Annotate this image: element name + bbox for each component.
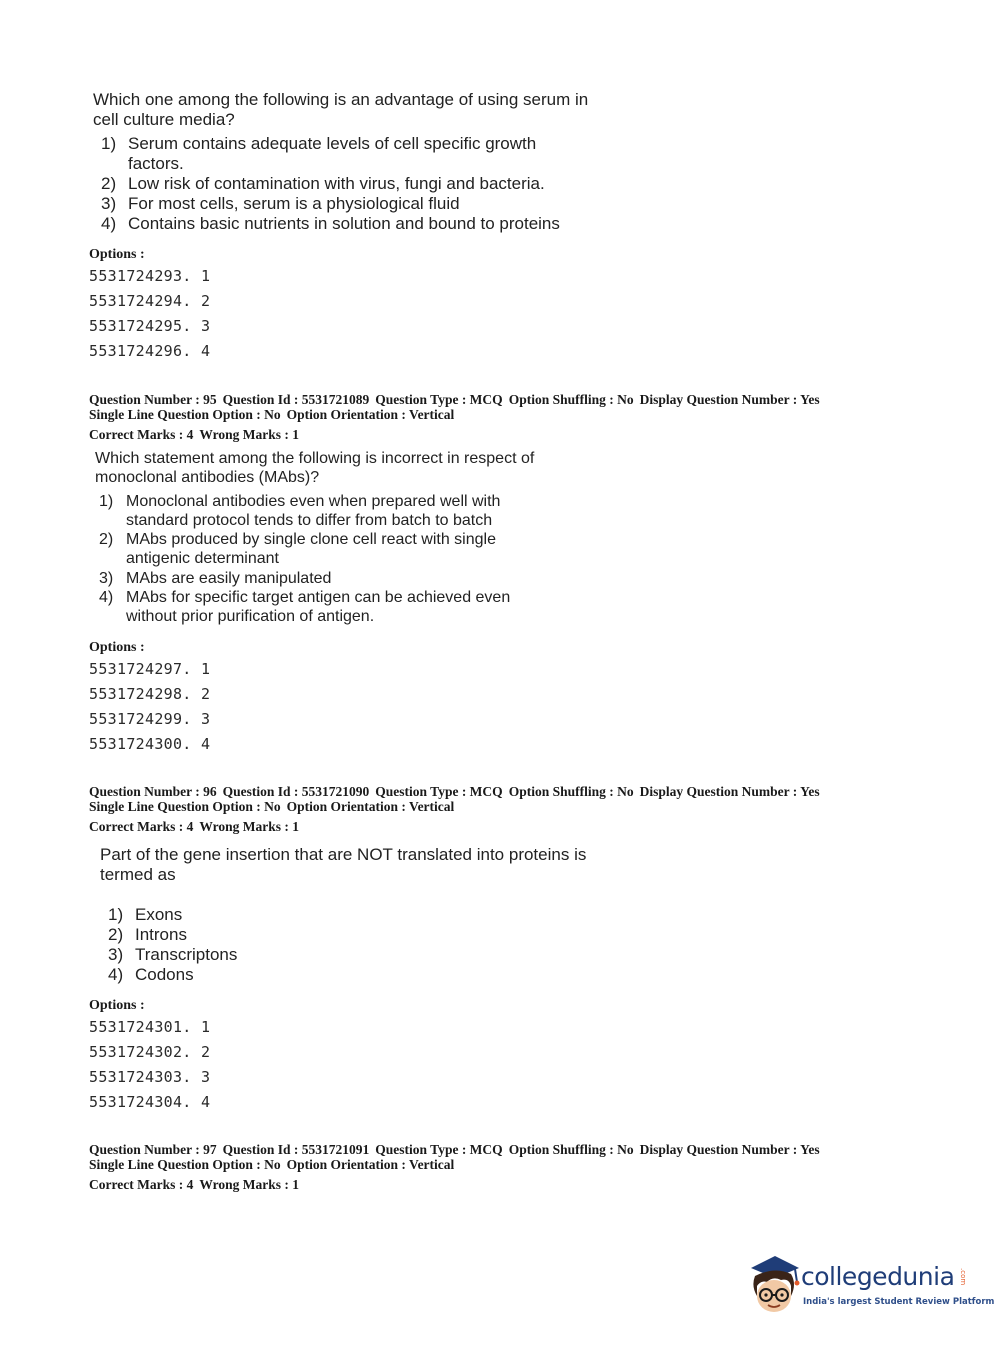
logo-suffix: .com [959, 1268, 967, 1286]
choice-item: 4) Codons [108, 965, 194, 984]
option-id-row: 5531724295. 3 [89, 317, 211, 335]
question-97-meta [89, 1142, 826, 1192]
logo-tagline: India's largest Student Review Platform [803, 1297, 995, 1307]
option-id-row: 5531724299. 3 [89, 710, 211, 728]
question-95-stem: Which statement among the following is incorrect in respect of monoclonal antibodies (MAbs)? [95, 450, 535, 487]
choice-item: 1) Serum contains adequate levels of cell specific growth factors. [101, 134, 537, 173]
meta-line: Question Number : 97 Question Id : 5531721091 Question Type : MCQ Option Shuffling : No Display Question Number : Yes [89, 1142, 820, 1157]
options-label: Options : [89, 247, 145, 262]
options-label: Options : [89, 640, 145, 655]
logo-wordmark: collegedunia [801, 1262, 955, 1291]
question-94-stem: Which one among the following is an advantage of using serum in cell culture media? [93, 90, 589, 129]
option-id-row: 5531724304. 4 [89, 1093, 211, 1111]
choice-item: 4) Contains basic nutrients in solution and bound to proteins [101, 214, 560, 233]
meta-line: Single Line Question Option : No Option Orientation : Vertical [89, 1157, 455, 1172]
choice-item: 2) MAbs produced by single clone cell react with single antigenic determinant [99, 531, 496, 568]
choice-item: 3) For most cells, serum is a physiological fluid [101, 194, 460, 213]
question-96-meta [89, 784, 826, 834]
option-id-row: 5531724296. 4 [89, 342, 211, 360]
options-label: Options : [89, 998, 145, 1013]
question-94-body [93, 90, 613, 234]
option-id-row: 5531724300. 4 [89, 735, 211, 753]
option-id-row: 5531724303. 3 [89, 1068, 211, 1086]
choice-item: 4) MAbs for specific target antigen can be achieved even without prior purification of antigen. [99, 589, 511, 626]
choice-item: 2) Introns [108, 925, 187, 944]
option-id-row: 5531724293. 1 [89, 267, 211, 285]
option-id-row: 5531724298. 2 [89, 685, 211, 703]
option-id-row: 5531724294. 2 [89, 292, 211, 310]
meta-line: Single Line Question Option : No Option Orientation : Vertical [89, 407, 455, 422]
meta-line: Question Number : 95 Question Id : 5531721089 Question Type : MCQ Option Shuffling : No Display Question Number : Yes [89, 392, 820, 407]
question-96-stem: Part of the gene insertion that are NOT translated into proteins is termed as [100, 845, 587, 884]
option-id-row: 5531724297. 1 [89, 660, 211, 678]
collegedunia-logo[interactable] [745, 1252, 995, 1320]
question-95-choices [99, 492, 575, 627]
question-96-choices [108, 905, 620, 985]
option-id-row: 5531724302. 2 [89, 1043, 211, 1061]
question-96-body [100, 845, 620, 985]
choice-item: 1) Exons [108, 905, 183, 924]
meta-line: Single Line Question Option : No Option Orientation : Vertical [89, 799, 455, 814]
question-95-body [95, 449, 575, 627]
meta-line: Question Number : 96 Question Id : 5531721090 Question Type : MCQ Option Shuffling : No Display Question Number : Yes [89, 784, 820, 799]
choice-item: 1) Monoclonal antibodies even when prepared well with standard protocol tends to differ from batch to batch [99, 492, 501, 529]
meta-line: Correct Marks : 4 Wrong Marks : 1 [89, 819, 299, 834]
question-95-meta [89, 392, 826, 442]
student-mascot-icon [745, 1252, 803, 1318]
choice-item: 3) Transcriptons [108, 945, 238, 964]
meta-line: Correct Marks : 4 Wrong Marks : 1 [89, 427, 299, 442]
option-id-row: 5531724301. 1 [89, 1018, 211, 1036]
meta-line: Correct Marks : 4 Wrong Marks : 1 [89, 1177, 299, 1192]
choice-item: 2) Low risk of contamination with virus, fungi and bacteria. [101, 174, 545, 193]
choice-item: 3) MAbs are easily manipulated [99, 569, 332, 587]
question-94-choices [101, 134, 613, 234]
